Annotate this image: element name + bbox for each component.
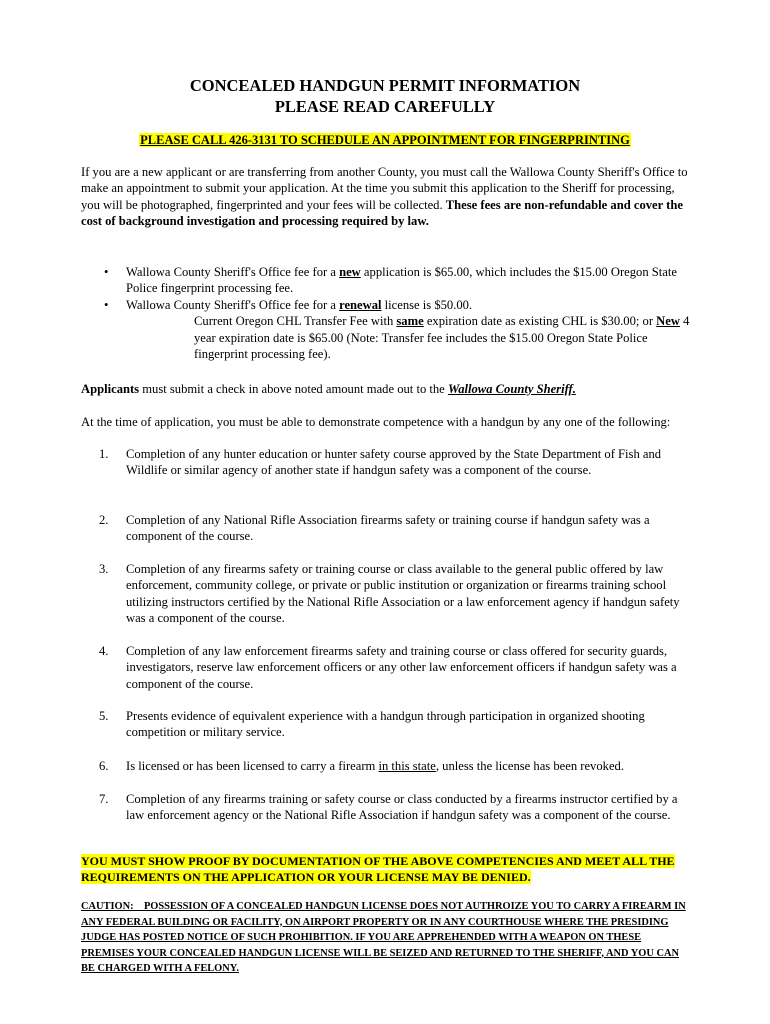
list-item-number: 4. bbox=[99, 644, 109, 658]
list-item-text: Completion of any firearms safety or training course or class available to the general public offered by law enforcement, community college, or private or public institution or organization or firearms training school utilizing instructors certified by the National Rifle Association or a law enforcement agency if handgun safety was a component of the course. bbox=[126, 562, 680, 626]
bullet-dot-icon: • bbox=[104, 265, 109, 279]
document-subtitle: PLEASE READ CAREFULLY bbox=[274, 97, 496, 116]
fee-bullet-new bbox=[104, 264, 694, 297]
caution-label: CAUTION: bbox=[81, 901, 134, 912]
applicants-label: Applicants bbox=[81, 382, 140, 396]
list-item-number: 5. bbox=[99, 709, 109, 723]
list-item-text-part: , unless the license has been revoked. bbox=[435, 759, 624, 773]
list-item-text bbox=[126, 758, 681, 774]
proof-warning bbox=[81, 853, 691, 885]
list-item-number: 7. bbox=[99, 792, 109, 806]
transfer-text: expiration date as existing CHL is $30.00; or bbox=[423, 314, 657, 329]
list-item-text: Completion of any hunter education or hunter safety course approved by the State Department of Fish and Wildlife or similar agency of another state if handgun safety was a component of the course. bbox=[126, 447, 662, 478]
list-item-text: Completion of any National Rifle Association firearms safety or training course if handgun safety was a component of the course. bbox=[126, 513, 650, 544]
intro-text: If you are a new applicant or are transferring from another County, you must call the Wallowa County Sheriff's Office to make an appointment to submit your application. At the time you submit this application to the Sheriff for processing, you will be photographed, fingerprinted and your fees will be collected. bbox=[81, 165, 688, 212]
list-item-text: Presents evidence of equivalent experience with a handgun through participation in organized shooting competition or military service. bbox=[126, 709, 645, 740]
bullet-dot-icon: • bbox=[104, 297, 109, 312]
payee-name: Wallowa County Sheriff. bbox=[447, 382, 576, 396]
list-item-emphasis: in this state bbox=[378, 759, 436, 773]
caution-text: POSSESSION OF A CONCEALED HANDGUN LICENSE DOES NOT AUTHROIZE YOU TO CARRY A FIREARM IN ANY FEDERAL BUILDING OR FACILITY, ON AIRPORT PROPERTY OR IN ANY COURTHOUSE WHERE THE PRESIDING JUDGE HAS POSTED NOTICE OF SUCH PROHIBITION. IF YOU ARE APPREHENDED WITH A WEAPON ON THESE PREMISES YOUR CONCEALED HANDGUN LICENSE WILL BE SEIZED AND RETURNED TO THE SHERIFF, AND YOU CAN BE CHARGED WITH A FELONY. bbox=[81, 901, 686, 974]
list-item-text-part: Is licensed or has been licensed to carry a firearm bbox=[126, 759, 379, 773]
transfer-emphasis: same bbox=[396, 314, 424, 329]
bullet-text: application is $65.00, which includes the $15.00 Oregon State Police fingerprint processing fee. bbox=[126, 265, 677, 296]
caution-notice bbox=[81, 899, 691, 977]
bullet-emphasis: renewal bbox=[339, 297, 382, 312]
competence-intro: At the time of application, you must be able to demonstrate competence with a handgun by any one of the following: bbox=[81, 415, 671, 429]
list-item-number: 2. bbox=[99, 513, 109, 527]
transfer-text: 4 year expiration date is $65.00 (Note: Transfer fee includes the $15.00 Oregon State Police fingerprint processing fee). bbox=[194, 314, 690, 362]
transfer-fee-note bbox=[126, 313, 694, 362]
bullet-emphasis: new bbox=[339, 265, 361, 279]
applicants-paragraph bbox=[81, 381, 691, 397]
bullet-text: Wallowa County Sheriff's Office fee for a bbox=[126, 297, 340, 312]
transfer-text: Current Oregon CHL Transfer Fee with bbox=[194, 314, 397, 329]
document-title: CONCEALED HANDGUN PERMIT INFORMATION bbox=[189, 76, 581, 95]
fee-bullet-renewal bbox=[104, 297, 694, 363]
list-item-number: 3. bbox=[99, 562, 109, 576]
appointment-callout bbox=[0, 132, 770, 148]
bullet-text: license is $50.00. bbox=[381, 297, 473, 312]
applicants-text: must submit a check in above noted amount made out to the bbox=[139, 382, 448, 396]
bullet-text: Wallowa County Sheriff's Office fee for a bbox=[126, 265, 340, 279]
intro-paragraph bbox=[81, 164, 691, 230]
list-item-text: Completion of any law enforcement firearms safety and training course or class offered for security guards, investigators, reserve law enforcement officers or any other law enforcement officers if handgun safety was a component of the course. bbox=[126, 644, 677, 691]
list-item-number: 6. bbox=[99, 759, 109, 773]
fee-bullet-list bbox=[104, 264, 694, 362]
appointment-callout-text: PLEASE CALL 426-3131 TO SCHEDULE AN APPOINTMENT FOR FINGERPRINTING bbox=[140, 133, 630, 147]
intro-bold-text: These fees are non-refundable and cover the cost of background investigation and processing required by law. bbox=[81, 197, 683, 229]
transfer-emphasis: New bbox=[656, 314, 680, 329]
list-item-number: 1. bbox=[99, 447, 109, 461]
proof-warning-text: YOU MUST SHOW PROOF BY DOCUMENTATION OF THE ABOVE COMPETENCIES AND MEET ALL THE REQUIREMENTS ON THE APPLICATION OR YOUR LICENSE MAY BE DENIED. bbox=[81, 854, 675, 884]
list-item-text: Completion of any firearms training or safety course or class conducted by a firearms instructor certified by a law enforcement agency or the National Rifle Association if handgun safety was a component of the course. bbox=[126, 792, 678, 823]
